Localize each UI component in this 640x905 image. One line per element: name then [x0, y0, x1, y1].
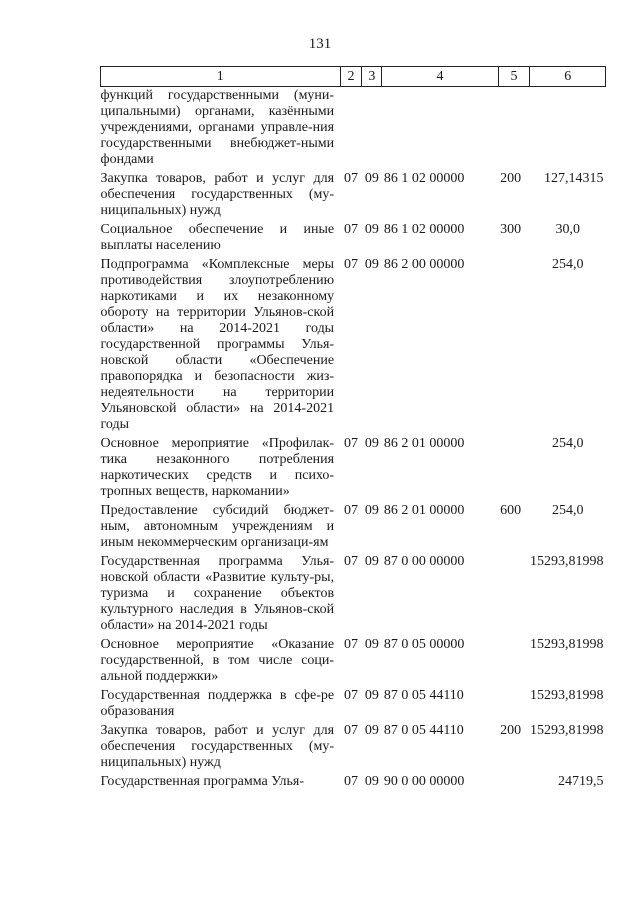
table-row — [101, 170, 606, 221]
row-amount-cell: 30,0 — [555, 222, 580, 237]
row-expense-type-cell — [498, 773, 530, 792]
row-target-article-cell: 87 0 05 00000 — [383, 637, 465, 652]
row-expense-type-cell: 300 — [500, 222, 522, 237]
table-row — [101, 435, 606, 502]
row-name-cell: Основное мероприятие «Оказание государственной, в том числе соци-альной поддержки» — [100, 637, 335, 684]
row-subsection-cell: 09 — [364, 171, 379, 186]
table-body — [101, 87, 606, 793]
row-section-cell: 07 — [344, 723, 359, 738]
row-name-cell: Подпрограмма «Комплексные меры противодействия злоупотреблению наркотиками и их незаконному обороту на территории Ульянов-ской области» на 2014-2021 годы государственной программы Улья-новской области «Обеспечение правопорядка и безопасности жиз-недеятельности на территории Ульяновской области» на 2014-2021 годы — [100, 257, 335, 432]
row-section-cell: 07 — [344, 554, 359, 569]
row-amount-cell: 15293,81998 — [530, 723, 604, 738]
row-section-cell: 07 — [344, 688, 359, 703]
row-name-cell: Социальное обеспечение и иные выплаты населению — [100, 222, 335, 253]
row-amount-cell: 24719,5 — [558, 774, 604, 789]
row-section-cell: 07 — [344, 257, 359, 272]
row-subsection-cell: 09 — [364, 637, 379, 652]
row-target-article-cell: 86 2 01 00000 — [383, 503, 465, 518]
table-row — [101, 87, 606, 171]
row-target-article-cell: 86 2 01 00000 — [383, 436, 465, 451]
row-target-article-cell — [382, 87, 498, 171]
row-expense-type-cell: 200 — [500, 723, 522, 738]
table-row — [101, 221, 606, 256]
row-expense-type-cell: 600 — [500, 503, 522, 518]
row-target-article-cell: 87 0 00 00000 — [383, 554, 465, 569]
table-row — [101, 256, 606, 435]
row-amount-cell: 15293,81998 — [530, 554, 604, 569]
row-subsection-cell: 09 — [364, 257, 379, 272]
row-amount-cell: 254,0 — [551, 436, 584, 451]
row-subsection-cell: 09 — [364, 222, 379, 237]
row-amount-cell: 15293,81998 — [530, 688, 604, 703]
row-name-cell: функций государственными (муни-ципальными) органами, казёнными учреждениями, органами управле-ния государственными внебюджет-ными фондами — [100, 88, 335, 167]
row-section-cell: 07 — [344, 637, 359, 652]
row-name-cell: Закупка товаров, работ и услуг для обеспечения государственных (му-ниципальных) нужд — [100, 171, 335, 218]
row-subsection-cell: 09 — [364, 503, 379, 518]
row-subsection-cell: 09 — [364, 688, 379, 703]
row-amount-cell: 254,0 — [551, 257, 584, 272]
row-subsection-cell: 09 — [364, 774, 379, 789]
row-target-article-cell: 86 2 00 00000 — [383, 257, 465, 272]
row-target-article-cell: 86 1 02 00000 — [383, 222, 465, 237]
row-section-cell: 07 — [344, 503, 359, 518]
page-number: 131 — [308, 36, 332, 52]
row-amount-cell — [530, 87, 606, 171]
header-col-1: 1 — [101, 67, 341, 87]
row-amount-cell: 254,0 — [551, 503, 584, 518]
row-expense-type-cell — [498, 687, 530, 722]
budget-table — [100, 66, 606, 792]
row-name-cell: Государственная поддержка в сфе-ре образования — [100, 688, 335, 719]
row-expense-type-cell: 200 — [500, 171, 522, 186]
row-name-cell: Основное мероприятие «Профилак-тика незаконного потребления наркотических средств и психо-тропных веществ, наркомании» — [100, 436, 335, 499]
row-target-article-cell: 90 0 00 00000 — [383, 774, 465, 789]
table-row — [101, 502, 606, 553]
row-amount-cell: 127,14315 — [544, 171, 604, 186]
row-name-cell: Закупка товаров, работ и услуг для обеспечения государственных (му-ниципальных) нужд — [100, 723, 335, 770]
row-section-cell: 07 — [344, 774, 359, 789]
row-section-cell — [340, 87, 362, 171]
row-subsection-cell: 09 — [364, 723, 379, 738]
header-col-3: 3 — [362, 67, 382, 87]
row-subsection-cell: 09 — [364, 554, 379, 569]
row-name-cell: Предоставление субсидий бюджет-ным, автономным учреждениям и иным некоммерческим организаци-ям — [100, 503, 335, 550]
row-name-cell: Государственная программа Улья-новской области «Развитие культу-ры, туризма и сохранение объектов культурного наследия в Ульянов-ской области» на 2014-2021 годы — [100, 554, 335, 633]
header-col-2: 2 — [340, 67, 362, 87]
table-row — [101, 636, 606, 687]
table-row — [101, 553, 606, 636]
row-section-cell: 07 — [344, 222, 359, 237]
row-section-cell: 07 — [344, 171, 359, 186]
row-expense-type-cell — [498, 636, 530, 687]
table-row — [101, 773, 606, 792]
row-target-article-cell: 87 0 05 44110 — [383, 688, 464, 703]
table-header — [101, 67, 606, 87]
row-target-article-cell: 87 0 05 44110 — [383, 723, 464, 738]
header-col-5: 5 — [498, 67, 530, 87]
row-name-cell: Государственная программа Улья- — [100, 774, 304, 789]
row-expense-type-cell — [498, 553, 530, 636]
row-expense-type-cell — [498, 435, 530, 502]
row-subsection-cell — [362, 87, 382, 171]
row-section-cell: 07 — [344, 436, 359, 451]
row-expense-type-cell — [498, 256, 530, 435]
table-row — [101, 687, 606, 722]
row-expense-type-cell — [498, 87, 530, 171]
row-target-article-cell: 86 1 02 00000 — [383, 171, 465, 186]
header-col-4: 4 — [382, 67, 498, 87]
header-row — [101, 67, 606, 87]
row-amount-cell: 15293,81998 — [530, 637, 604, 652]
row-subsection-cell: 09 — [364, 436, 379, 451]
header-col-6: 6 — [530, 67, 606, 87]
table-row — [101, 722, 606, 773]
